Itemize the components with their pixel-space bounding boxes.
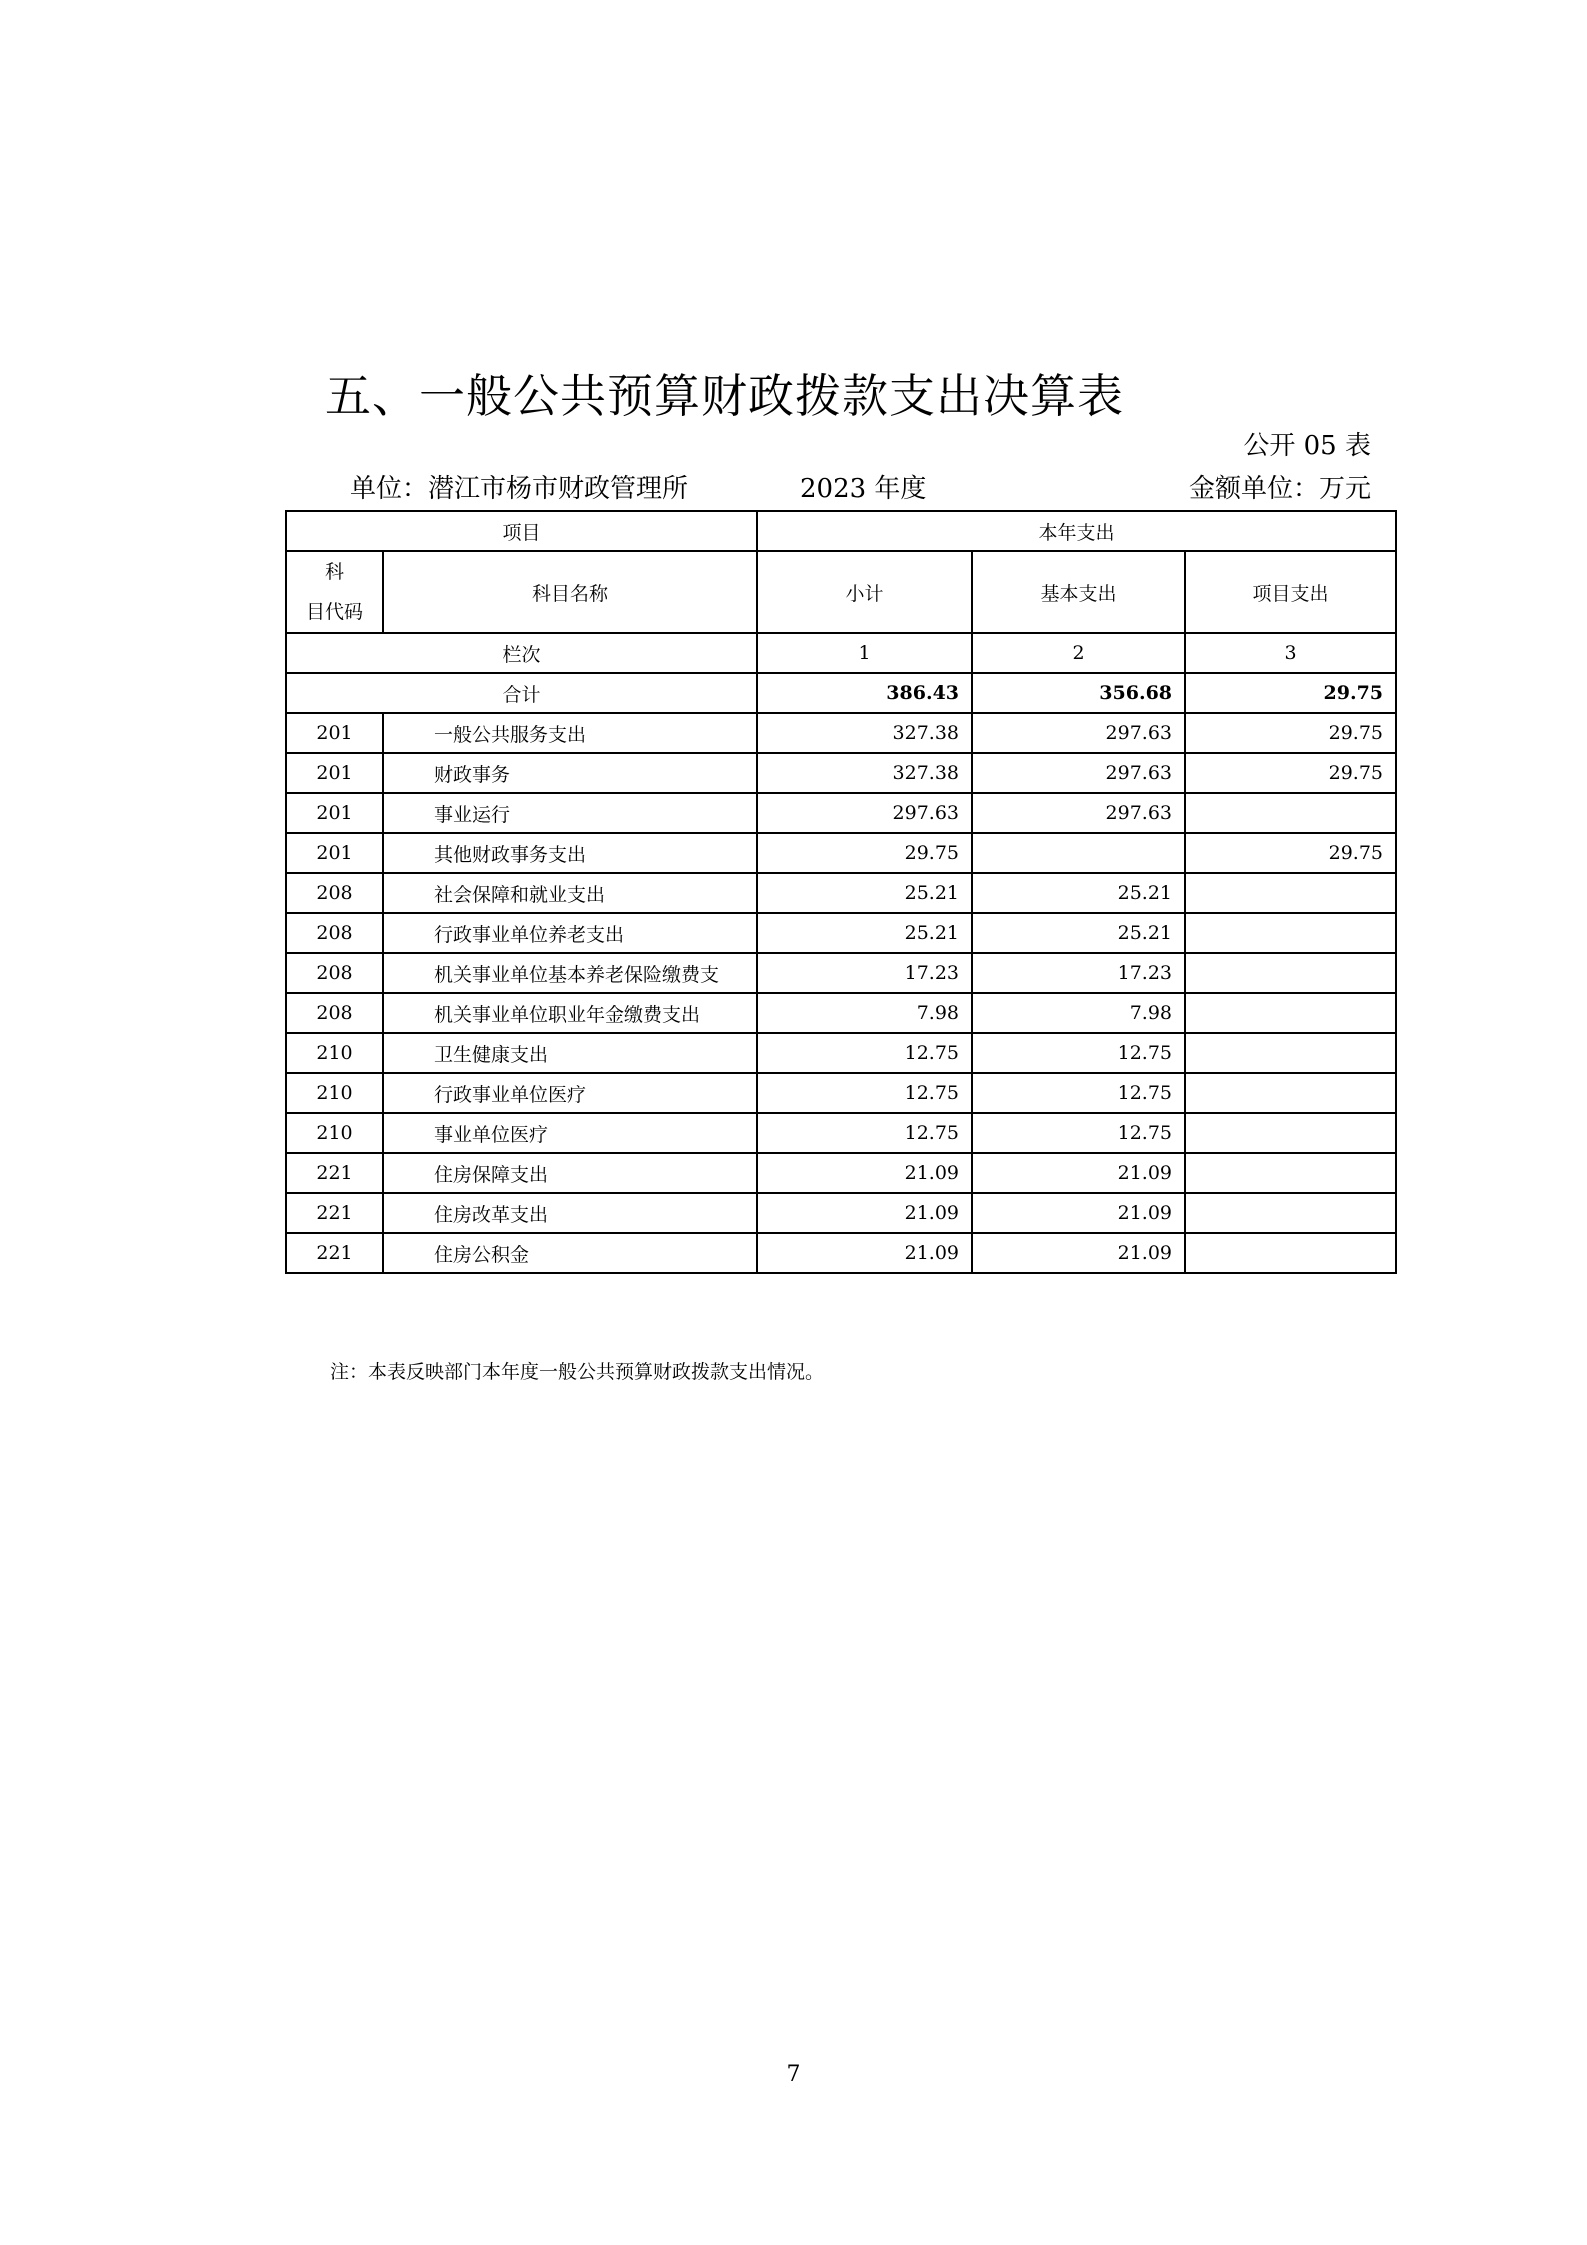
row-code: 221 [286,1193,383,1233]
header-row-2 [286,551,1396,633]
row-basic: 21.09 [972,1153,1185,1193]
row-code: 221 [286,1233,383,1273]
row-basic: 25.21 [972,873,1185,913]
row-code: 201 [286,713,383,753]
row-basic: 12.75 [972,1113,1185,1153]
table-row [286,753,1396,793]
table-row [286,1073,1396,1113]
row-subtotal: 25.21 [757,913,972,953]
row-basic: 17.23 [972,953,1185,993]
row-basic: 7.98 [972,993,1185,1033]
header-project: 项目 [286,511,757,551]
row-name: 财政事务 [383,753,757,793]
table-row [286,993,1396,1033]
row-name: 其他财政事务支出 [383,833,757,873]
total-subtotal: 386.43 [757,673,972,713]
row-project [1185,1033,1396,1073]
row-basic: 21.09 [972,1233,1185,1273]
row-code: 210 [286,1073,383,1113]
header-subtotal: 小计 [757,551,972,633]
table-row [286,1233,1396,1273]
row-name: 一般公共服务支出 [383,713,757,753]
row-project: 29.75 [1185,753,1396,793]
row-code: 221 [286,1153,383,1193]
row-name: 卫生健康支出 [383,1033,757,1073]
row-subtotal: 7.98 [757,993,972,1033]
table-row [286,1153,1396,1193]
row-project: 29.75 [1185,713,1396,753]
row-basic: 12.75 [972,1073,1185,1113]
header-code [286,551,383,633]
row-subtotal: 12.75 [757,1073,972,1113]
total-basic: 356.68 [972,673,1185,713]
total-label: 合计 [286,673,757,713]
row-basic: 21.09 [972,1193,1185,1233]
row-project [1185,1113,1396,1153]
row-subtotal: 297.63 [757,793,972,833]
row-basic: 25.21 [972,913,1185,953]
header-row-1 [286,511,1396,551]
row-project [1185,953,1396,993]
row-subtotal: 12.75 [757,1033,972,1073]
header-project-expenditure: 项目支出 [1185,551,1396,633]
row-project: 29.75 [1185,833,1396,873]
row-subtotal: 21.09 [757,1193,972,1233]
column-label: 栏次 [286,633,757,673]
row-subtotal: 25.21 [757,873,972,913]
row-project [1185,1153,1396,1193]
row-name: 事业运行 [383,793,757,833]
row-subtotal: 327.38 [757,713,972,753]
row-code: 208 [286,913,383,953]
header-code-line1: 科 [324,561,344,583]
row-code: 201 [286,753,383,793]
row-basic: 12.75 [972,1033,1185,1073]
row-subtotal: 29.75 [757,833,972,873]
row-code: 208 [286,953,383,993]
table-row [286,1193,1396,1233]
column-index-3: 3 [1185,633,1396,673]
row-subtotal: 327.38 [757,753,972,793]
table-row [286,913,1396,953]
row-basic: 297.63 [972,753,1185,793]
page-number: 7 [786,2062,801,2087]
table-note: 注：本表反映部门本年度一般公共预算财政拨款支出情况。 [330,1361,825,1383]
row-code: 201 [286,833,383,873]
fiscal-year: 2023 年度 [800,474,927,504]
table-row [286,1113,1396,1153]
total-row [286,673,1396,713]
page-title: 五、一般公共预算财政拨款支出决算表 [325,369,1124,423]
row-name: 事业单位医疗 [383,1113,757,1153]
row-code: 208 [286,873,383,913]
table-row [286,713,1396,753]
row-name: 住房改革支出 [383,1193,757,1233]
row-name: 行政事业单位养老支出 [383,913,757,953]
amount-unit: 金额单位：万元 [1188,474,1371,504]
row-basic: 297.63 [972,793,1185,833]
expenditure-table [285,510,1397,1274]
row-subtotal: 21.09 [757,1233,972,1273]
row-name: 住房保障支出 [383,1153,757,1193]
header-name: 科目名称 [383,551,757,633]
row-project [1185,1233,1396,1273]
column-index-1: 1 [757,633,972,673]
meta-row [350,468,1371,502]
header-code-line2: 目代码 [305,601,363,623]
row-subtotal: 12.75 [757,1113,972,1153]
row-name: 机关事业单位职业年金缴费支出 [383,993,757,1033]
header-current-year: 本年支出 [757,511,1396,551]
row-basic [972,833,1185,873]
row-code: 210 [286,1033,383,1073]
row-project [1185,913,1396,953]
column-index-2: 2 [972,633,1185,673]
header-basic: 基本支出 [972,551,1185,633]
row-code: 210 [286,1113,383,1153]
row-project [1185,1073,1396,1113]
row-subtotal: 21.09 [757,1153,972,1193]
total-project: 29.75 [1185,673,1396,713]
row-name: 机关事业单位基本养老保险缴费支 [383,953,757,993]
row-project [1185,873,1396,913]
row-code: 208 [286,993,383,1033]
row-project [1185,793,1396,833]
row-subtotal: 17.23 [757,953,972,993]
table-row [286,1033,1396,1073]
column-index-row [286,633,1396,673]
table-row [286,793,1396,833]
form-code: 公开 05 表 [1243,431,1371,461]
row-project [1185,1193,1396,1233]
row-name: 住房公积金 [383,1233,757,1273]
row-code: 201 [286,793,383,833]
unit-label: 单位：潜江市杨市财政管理所 [350,474,689,504]
row-name: 行政事业单位医疗 [383,1073,757,1113]
table-row [286,873,1396,913]
table-row [286,833,1396,873]
row-basic: 297.63 [972,713,1185,753]
row-name: 社会保障和就业支出 [383,873,757,913]
table-row [286,953,1396,993]
row-project [1185,993,1396,1033]
